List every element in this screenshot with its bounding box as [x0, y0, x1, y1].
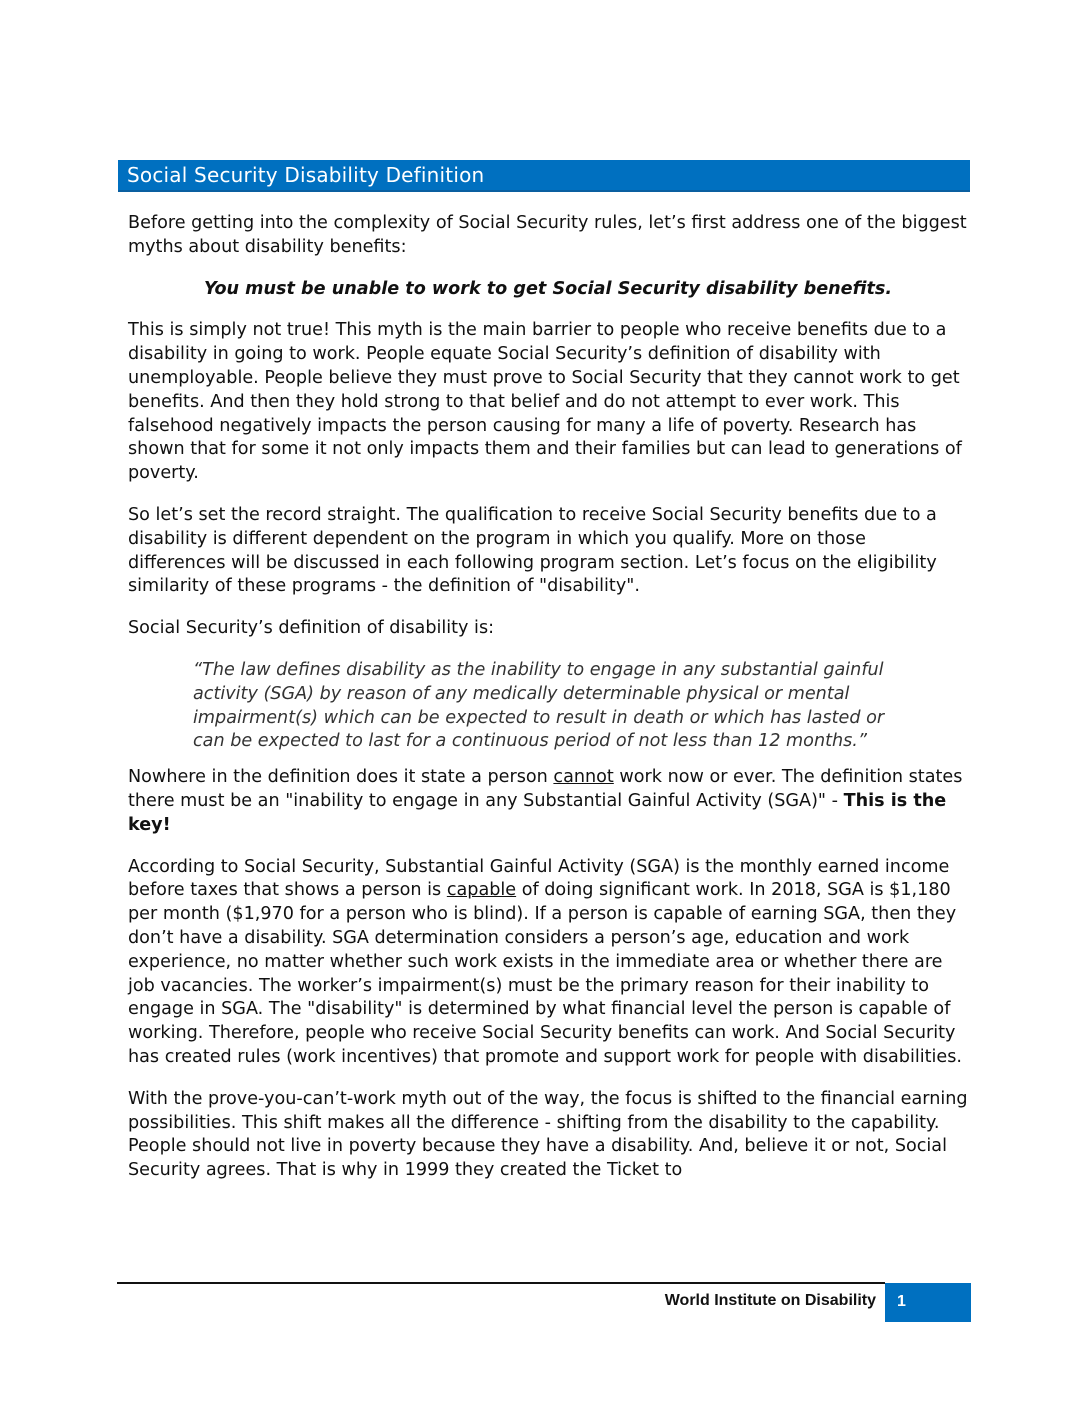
- underlined-cannot: cannot: [553, 767, 614, 788]
- text: Nowhere in the definition does it state a person: [128, 767, 554, 788]
- underlined-capable: capable: [446, 880, 517, 901]
- footer-organization: World Institute on Disability: [664, 1292, 876, 1309]
- text: According to Social Security, Substantial Gainful Activity (SGA) is the monthly earned income before taxes that shows a person is: [128, 856, 950, 901]
- paragraph-prove-you-cant-work: With the prove-you-can’t-work myth out of the way, the focus is shifted to the financial earning possibilities. This shift makes all the difference - shifting from the disability to the capability. People should not live in poverty because they have a disability. And, believe it or not, Social Security agrees. That is why in 1999 they created the Ticket to: [128, 1088, 968, 1181]
- page-number-box: [885, 1283, 971, 1322]
- page-number: 1: [897, 1293, 906, 1310]
- myth-statement: You must be unable to work to get Social Security disability benefits.: [203, 278, 893, 299]
- paragraph-nowhere: [128, 766, 968, 837]
- paragraph-record-straight: So let’s set the record straight. The qualification to receive Social Security benefits due to a disability is different dependent on the program in which you qualify. More on those differences will be discussed in each following program section. Let’s focus on the eligibility similarity of these programs - the definition of "disability".: [128, 504, 937, 597]
- paragraph-definition-intro: Social Security’s definition of disability is:: [128, 618, 495, 639]
- paragraph-myth-rebuttal: This is simply not true! This myth is the main barrier to people who receive benefits due to a disability in going to work. People equate Social Security’s definition of disability with unemployable. People believe they must prove to Social Security that they cannot work to get benefits. And then they hold strong to that belief and do not attempt to ever work. This falsehood negatively impacts the person causing for many a life of poverty. Research has shown that for some it not only impacts them and their families but can lead to generations of poverty.: [128, 320, 962, 484]
- section-title: Social Security Disability Definition: [127, 163, 485, 187]
- text: of doing significant work. In 2018, SGA is $1,180 per month ($1,970 for a person who is blind). If a person is capable of earning SGA, then they don’t have a disability. SGA determination considers a person’s age, education and work experience, no matter whether such work exists in the immediate area or whether there are job vacancies. The worker’s impairment(s) must be the primary reason for their inability to engage in SGA. The "disability" is determined by what financial level the person is capable of working. Therefore, people who receive Social Security benefits can work. And Social Security has created rules (work incentives) that promote and support work for people with disabilities.: [128, 880, 962, 1067]
- document-body: [128, 212, 968, 1201]
- paragraph-sga: [128, 856, 968, 1070]
- text: work now or ever. The definition states there must be an "inability to engage in any Substantial Gainful Activity (SGA)" -: [128, 767, 963, 811]
- intro-paragraph: Before getting into the complexity of Social Security rules, let’s first address one of the biggest myths about disability benefits:: [128, 213, 967, 257]
- definition-quote: “The law defines disability as the inability to engage in any substantial gainful activity (SGA) by reason of any medically determinable physical or mental impairment(s) which can be expected to result in death or which has lasted or can be expected to last for a continuous period of not less than 12 months.”: [193, 659, 885, 752]
- footer-divider: [117, 1282, 885, 1284]
- section-heading-bar: [118, 160, 970, 192]
- emphasis-key: This is the key!: [128, 790, 947, 835]
